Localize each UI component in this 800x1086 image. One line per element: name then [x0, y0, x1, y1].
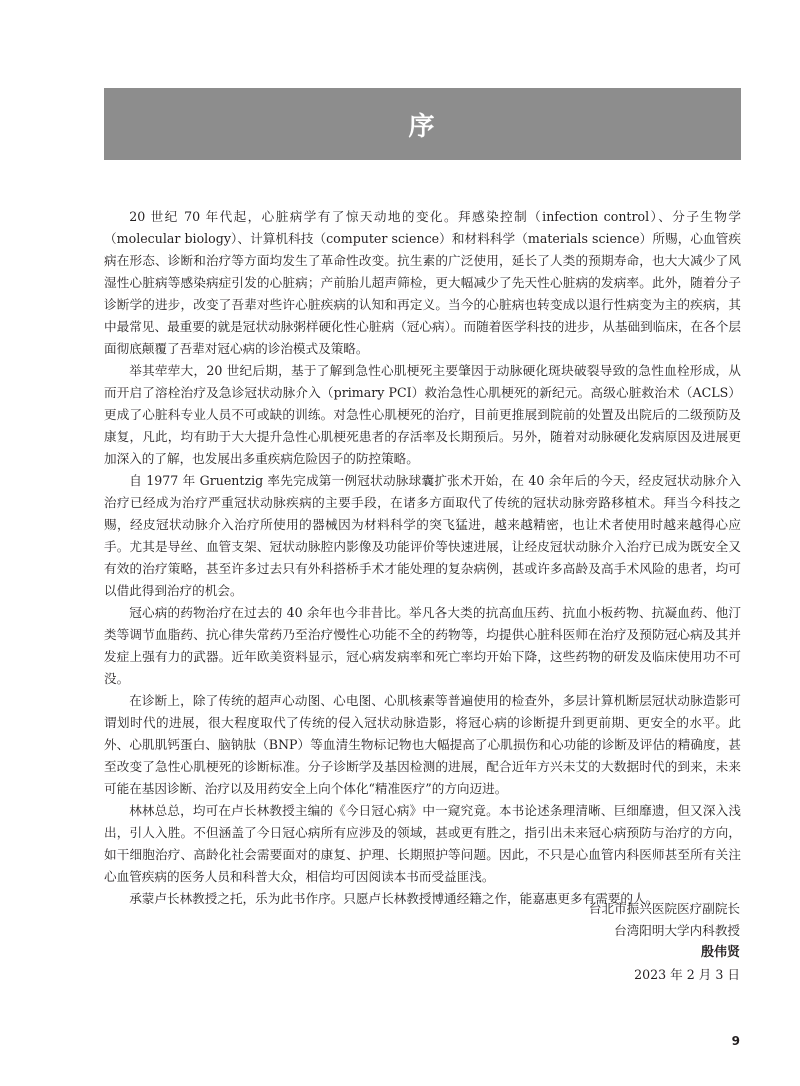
signature-block [589, 898, 740, 986]
paragraph-2: 举其荦荦大，20 世纪后期，基于了解到急性心肌梗死主要肇因于动脉硬化斑块破裂导致的急性血栓形成，从而开启了溶栓治疗及急诊冠状动脉介入（primary PCI）救治急性心肌梗死的新纪元。高级心脏救治术（ACLS）更成了心脏科专业人员不可或缺的训练。对急性心肌梗死的治疗，目前更推展到院前的处置及出院后的二级预防及康复，凡此，均有助于大大提升急性心肌梗死患者的存活率及长期预后。另外，随着对动脉硬化发病原因及进展更加深入的了解，也发展出多重疾病危险因子的防控策略。 [104, 363, 741, 466]
preface-body [104, 206, 741, 910]
paragraph-4: 冠心病的药物治疗在过去的 40 余年也今非昔比。举凡各大类的抗高血压药、抗血小板药物、抗凝血药、他汀类等调节血脂药、抗心律失常药乃至治疗慢性心功能不全的药物等，均提供心脏科医师在治疗及预防冠心病及其并发症上强有力的武器。近年欧美资料显示，冠心病发病率和死亡率均开始下降，这些药物的研发及临床使用功不可没。 [104, 605, 741, 686]
signature-date: 2023 年 2 月 3 日 [634, 967, 740, 982]
paragraph-7: 承蒙卢长林教授之托，乐为此书作序。只愿卢长林教授博通经籍之作，能嘉惠更多有需要的人。 [129, 891, 659, 906]
paragraph-5: 在诊断上，除了传统的超声心动图、心电图、心肌核素等普遍使用的检查外，多层计算机断层冠状动脉造影可谓划时代的进展，很大程度取代了传统的侵入冠状动脉造影，将冠心病的诊断提升到更前期、更安全的水平。此外、心肌肌钙蛋白、脑钠肽（BNP）等血清生物标记物也大幅提高了心肌损伤和心功能的诊断及评估的精确度，甚至改变了急性心肌梗死的诊断标准。分子诊断学及基因检测的进展，配合近年方兴未艾的大数据时代的到来，未来可能在基因诊断、治疗以及用药安全上向个体化“精准医疗”的方向迈进。 [104, 693, 741, 796]
paragraph-6: 林林总总，均可在卢长林教授主编的《今日冠心病》中一窥究竟。本书论述条理清晰、巨细靡遗，但又深入浅出，引人入胜。不但涵盖了今日冠心病所有应涉及的领域，甚或更有胜之，指引出未来冠心病预防与治疗的方向，如干细胞治疗、高龄化社会需要面对的康复、护理、长期照护等问题。因此，不只是心血管内科医师甚至所有关注心血管疾病的医务人员和科普大众，相信均可因阅读本书而受益匪浅。 [104, 803, 741, 884]
page-number: 9 [731, 1034, 740, 1048]
signature-affiliation-2: 台湾阳明大学内科教授 [614, 923, 740, 938]
page-title: 序 [408, 111, 437, 142]
signature-affiliation-1: 台北市振兴医院医疗副院长 [588, 901, 740, 916]
header-band [104, 88, 741, 160]
paragraph-3: 自 1977 年 Gruentzig 率先完成第一例冠状动脉球囊扩张术开始，在 40 余年后的今天，经皮冠状动脉介入治疗已经成为治疗严重冠状动脉疾病的主要手段，在诸多方面取代了传统的冠状动脉旁路移植术。拜当今科技之赐，经皮冠状动脉介入治疗所使用的器械因为材料科学的突飞猛进，越来越精密，也让术者使用时越来越得心应手。尤其是导丝、血管支架、冠状动脉腔内影像及功能评价等快速进展，让经皮冠状动脉介入治疗已成为既安全又有效的治疗策略，甚至许多过去只有外科搭桥手术才能处理的复杂病例，甚或许多高龄及高手术风险的患者，均可以借此得到治疗的机会。 [104, 473, 741, 598]
paragraph-1: 20 世纪 70 年代起，心脏病学有了惊天动地的变化。拜感染控制（infection control）、分子生物学（molecular biology）、计算机科技（computer science）和材料科学（materials science）所赐，心血管疾病在形态、诊断和治疗等方面均发生了革命性改变。抗生素的广泛使用，延长了人类的预期寿命，也大大减少了风湿性心脏病等感染病症引发的心脏病；产前胎儿超声筛检，更大幅减少了先天性心脏病的发病率。此外，随着分子诊断学的进步，改变了吾辈对些许心脏疾病的认知和再定义。当今的心脏病也转变成以退行性病变为主的疾病，其中最常见、最重要的就是冠状动脉粥样硬化性心脏病（冠心病）。而随着医学科技的进步，从基础到临床，在各个层面彻底颠覆了吾辈对冠心病的诊治模式及策略。 [104, 209, 741, 356]
signature-name: 殷伟贤 [700, 945, 740, 960]
